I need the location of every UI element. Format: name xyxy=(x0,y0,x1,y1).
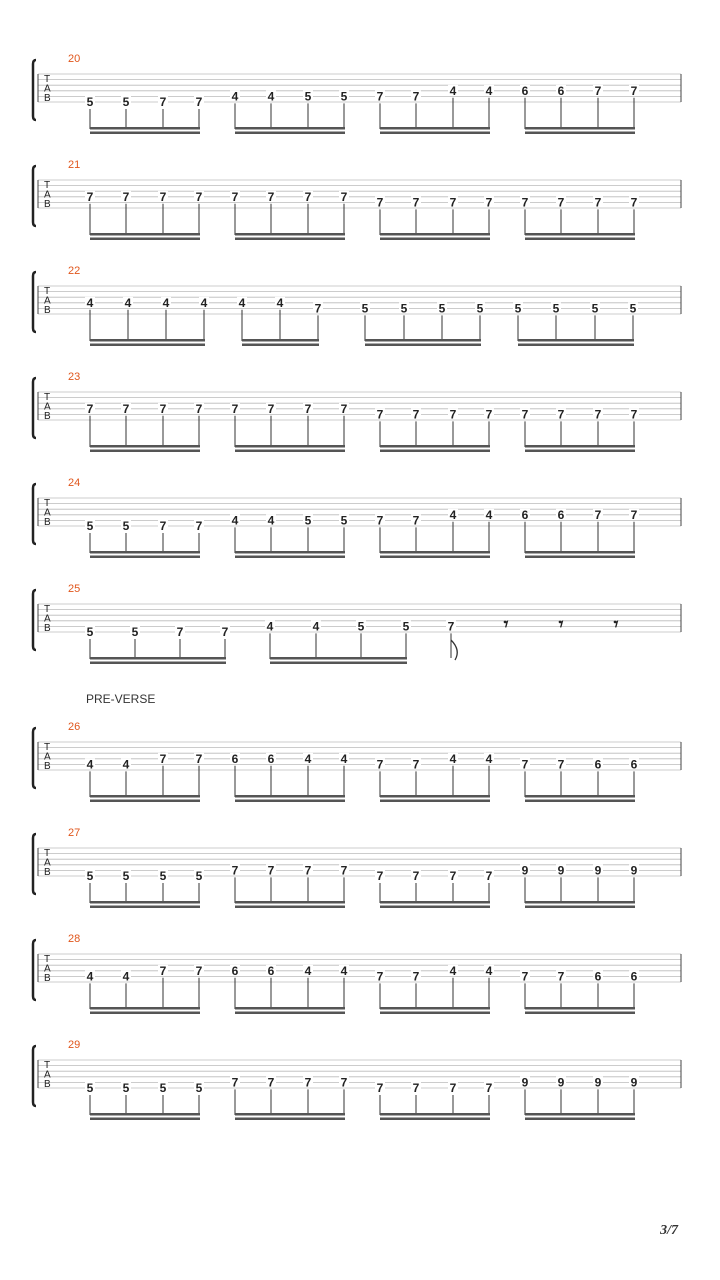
beam-primary xyxy=(235,445,345,448)
fret-number: 4 xyxy=(86,757,94,772)
fret-number: 7 xyxy=(412,869,420,883)
fret-number: 5 xyxy=(86,95,94,109)
fret-number: 4 xyxy=(485,751,493,766)
fret-number: 5 xyxy=(122,869,130,883)
tab-system xyxy=(33,371,681,452)
fret-number: 7 xyxy=(304,189,312,204)
beam-secondary xyxy=(380,1118,490,1121)
measure-number: 25 xyxy=(68,583,81,595)
fret-number: 4 xyxy=(304,963,312,978)
fret-number: 5 xyxy=(122,1081,130,1095)
fret-number: 4 xyxy=(340,751,348,766)
fret-number: 9 xyxy=(630,1075,638,1090)
beam-secondary xyxy=(380,556,490,559)
beam-secondary xyxy=(90,238,200,241)
fret-number: 7 xyxy=(412,513,420,528)
fret-number: 7 xyxy=(159,189,167,204)
fret-number: 7 xyxy=(340,863,348,878)
fret-number: 4 xyxy=(266,619,274,634)
fret-number: 7 xyxy=(376,1081,384,1095)
fret-number: 6 xyxy=(231,963,239,978)
fret-number: 4 xyxy=(485,83,493,98)
fret-number: 7 xyxy=(159,95,167,109)
measure-number: 28 xyxy=(68,933,81,945)
fret-number: 7 xyxy=(376,513,384,528)
tab-clef-letter: T xyxy=(44,604,51,615)
beam-secondary xyxy=(525,906,635,909)
beam-primary xyxy=(525,127,635,130)
fret-number: 7 xyxy=(594,83,602,98)
fret-number: 4 xyxy=(238,295,246,310)
beam-primary xyxy=(525,551,635,554)
beam-primary xyxy=(90,127,200,130)
fret-number: 7 xyxy=(412,1081,420,1095)
fret-number: 4 xyxy=(86,969,94,984)
fret-number: 7 xyxy=(485,1081,493,1095)
fret-number: 6 xyxy=(231,751,239,766)
tab-clef-letter: T xyxy=(44,498,51,509)
tab-clef-letter: B xyxy=(44,411,51,422)
system-bracket xyxy=(33,166,36,226)
beam-secondary xyxy=(235,1118,345,1121)
fret-number: 7 xyxy=(195,519,203,533)
fret-number: 4 xyxy=(267,89,275,104)
fret-number: 5 xyxy=(340,89,348,104)
fret-number: 6 xyxy=(521,507,529,522)
beam-primary xyxy=(380,127,490,130)
beam-primary xyxy=(90,1113,200,1116)
fret-number: 5 xyxy=(159,869,167,883)
tab-clef-letter: A xyxy=(44,857,51,869)
tab-clef-letter: A xyxy=(44,507,51,519)
fret-number: 5 xyxy=(402,619,410,634)
fret-number: 5 xyxy=(86,1081,94,1095)
tab-clef-letter: B xyxy=(44,867,51,878)
beam-secondary xyxy=(235,906,345,909)
fret-number: 7 xyxy=(340,401,348,416)
fret-number: 7 xyxy=(630,507,638,522)
fret-number: 9 xyxy=(557,1075,565,1090)
fret-number: 7 xyxy=(122,401,130,416)
fret-number: 5 xyxy=(552,301,560,316)
measure-number: 27 xyxy=(68,827,81,839)
beam-primary xyxy=(380,901,490,904)
fret-number: 5 xyxy=(86,869,94,883)
fret-number: 5 xyxy=(340,513,348,528)
fret-number: 5 xyxy=(131,625,139,639)
fret-number: 7 xyxy=(521,195,529,210)
tab-system xyxy=(33,159,681,240)
fret-number: 7 xyxy=(340,1075,348,1090)
fret-number: 6 xyxy=(267,963,275,978)
fret-number: 5 xyxy=(195,869,203,883)
fret-number: 5 xyxy=(357,619,365,634)
beam-secondary xyxy=(235,238,345,241)
measure-number: 21 xyxy=(68,159,81,171)
fret-number: 4 xyxy=(449,83,457,98)
beam-secondary xyxy=(90,450,200,453)
beam-primary xyxy=(380,1007,490,1010)
fret-number: 5 xyxy=(629,301,637,316)
fret-number: 5 xyxy=(122,95,130,109)
fret-number: 7 xyxy=(376,407,384,422)
fret-number: 7 xyxy=(231,1075,239,1090)
beam-secondary xyxy=(235,1012,345,1015)
beam-primary xyxy=(380,795,490,798)
fret-number: 7 xyxy=(314,301,322,316)
fret-number: 4 xyxy=(124,295,132,310)
fret-number: 7 xyxy=(267,863,275,878)
beam-secondary xyxy=(90,344,205,347)
fret-number: 7 xyxy=(86,189,94,204)
tab-system xyxy=(33,477,681,558)
beam-secondary xyxy=(270,662,407,665)
beam-primary xyxy=(380,445,490,448)
fret-number: 4 xyxy=(162,295,170,310)
fret-number: 7 xyxy=(195,751,203,766)
beam-primary xyxy=(380,551,490,554)
fret-number: 5 xyxy=(438,301,446,316)
fret-number: 5 xyxy=(86,625,94,639)
tab-clef-letter: T xyxy=(44,74,51,85)
eighth-rest: 𝄾 xyxy=(558,614,564,635)
beam-secondary xyxy=(90,906,200,909)
fret-number: 7 xyxy=(412,757,420,772)
fret-number: 7 xyxy=(412,969,420,984)
fret-number: 7 xyxy=(412,407,420,422)
fret-number: 7 xyxy=(557,407,565,422)
fret-number: 6 xyxy=(630,969,638,984)
fret-number: 5 xyxy=(591,301,599,316)
fret-number: 7 xyxy=(449,869,457,883)
fret-number: 6 xyxy=(557,507,565,522)
fret-number: 4 xyxy=(122,969,130,984)
fret-number: 4 xyxy=(267,513,275,528)
fret-number: 6 xyxy=(267,751,275,766)
measure-number: 22 xyxy=(68,265,81,277)
fret-number: 6 xyxy=(594,757,602,772)
tab-clef-letter: A xyxy=(44,189,51,201)
system-bracket xyxy=(33,60,36,120)
eighth-rest: 𝄾 xyxy=(503,614,509,635)
tab-clef-letter: T xyxy=(44,392,51,403)
tab-clef-letter: A xyxy=(44,295,51,307)
fret-number: 6 xyxy=(557,83,565,98)
tab-system xyxy=(33,53,681,134)
beam-secondary xyxy=(90,800,200,803)
beam-secondary xyxy=(380,800,490,803)
beam-secondary xyxy=(90,662,226,665)
beam-secondary xyxy=(242,344,319,347)
beam-primary xyxy=(235,901,345,904)
system-bracket xyxy=(33,272,36,332)
beam-primary xyxy=(270,657,407,660)
beam-primary xyxy=(235,127,345,130)
beam-primary xyxy=(90,339,205,342)
fret-number: 7 xyxy=(376,757,384,772)
beam-primary xyxy=(90,233,200,236)
page-number: 3/7 xyxy=(660,1223,678,1238)
tab-clef-letter: T xyxy=(44,180,51,191)
beam-secondary xyxy=(525,1118,635,1121)
tab-clef-letter: T xyxy=(44,742,51,753)
system-bracket xyxy=(33,728,36,788)
fret-number: 7 xyxy=(521,407,529,422)
fret-number: 7 xyxy=(231,189,239,204)
system-bracket xyxy=(33,590,36,650)
fret-number: 7 xyxy=(449,195,457,210)
fret-number: 5 xyxy=(122,519,130,533)
tab-system xyxy=(33,721,681,802)
fret-number: 7 xyxy=(376,195,384,210)
fret-number: 7 xyxy=(412,89,420,104)
beam-primary xyxy=(235,1007,345,1010)
eighth-rest: 𝄾 xyxy=(613,614,619,635)
tab-clef-letter: B xyxy=(44,93,51,104)
beam-secondary xyxy=(90,1012,200,1015)
fret-number: 4 xyxy=(449,963,457,978)
beam-primary xyxy=(525,233,635,236)
beam-secondary xyxy=(90,132,200,135)
system-bracket xyxy=(33,1046,36,1106)
beam-secondary xyxy=(525,1012,635,1015)
fret-number: 7 xyxy=(159,751,167,766)
beam-secondary xyxy=(525,556,635,559)
beam-primary xyxy=(235,233,345,236)
fret-number: 7 xyxy=(521,969,529,984)
note-flag xyxy=(451,640,457,660)
tab-system xyxy=(33,265,681,346)
section-label-pre-verse: PRE-VERSE xyxy=(86,692,156,706)
fret-number: 7 xyxy=(630,407,638,422)
tab-clef-letter: T xyxy=(44,1060,51,1071)
fret-number: 7 xyxy=(340,189,348,204)
fret-number: 7 xyxy=(449,1081,457,1095)
fret-number: 5 xyxy=(159,1081,167,1095)
beam-secondary xyxy=(380,906,490,909)
fret-number: 7 xyxy=(159,519,167,533)
beam-primary xyxy=(525,1007,635,1010)
fret-number: 7 xyxy=(447,619,455,634)
fret-number: 7 xyxy=(594,407,602,422)
tab-system xyxy=(33,1039,681,1120)
beam-primary xyxy=(235,795,345,798)
system-bracket xyxy=(33,834,36,894)
fret-number: 7 xyxy=(449,407,457,422)
beam-primary xyxy=(90,901,200,904)
measure-number: 26 xyxy=(68,721,81,733)
fret-number: 7 xyxy=(594,195,602,210)
fret-number: 4 xyxy=(231,513,239,528)
beam-secondary xyxy=(525,238,635,241)
beam-primary xyxy=(90,657,226,660)
fret-number: 7 xyxy=(231,863,239,878)
beam-secondary xyxy=(365,344,481,347)
beam-secondary xyxy=(235,800,345,803)
fret-number: 7 xyxy=(412,195,420,210)
measure-number: 23 xyxy=(68,371,81,383)
fret-number: 7 xyxy=(630,195,638,210)
fret-number: 4 xyxy=(86,295,94,310)
fret-number: 4 xyxy=(231,89,239,104)
tab-clef-letter: B xyxy=(44,973,51,984)
fret-number: 7 xyxy=(376,869,384,883)
fret-number: 7 xyxy=(557,195,565,210)
fret-number: 7 xyxy=(557,969,565,984)
beam-secondary xyxy=(380,132,490,135)
beam-primary xyxy=(380,1113,490,1116)
fret-number: 4 xyxy=(449,507,457,522)
system-bracket xyxy=(33,940,36,1000)
fret-number: 7 xyxy=(86,401,94,416)
fret-number: 7 xyxy=(376,969,384,984)
tab-clef-letter: B xyxy=(44,1079,51,1090)
tab-system xyxy=(33,827,681,908)
tab-clef-letter: A xyxy=(44,83,51,95)
fret-number: 9 xyxy=(521,863,529,878)
tab-clef-letter: T xyxy=(44,954,51,965)
fret-number: 7 xyxy=(521,757,529,772)
fret-number: 6 xyxy=(594,969,602,984)
beam-secondary xyxy=(235,450,345,453)
tab-clef-letter: A xyxy=(44,751,51,763)
fret-number: 7 xyxy=(267,1075,275,1090)
fret-number: 4 xyxy=(485,963,493,978)
fret-number: 5 xyxy=(514,301,522,316)
fret-number: 5 xyxy=(86,519,94,533)
fret-number: 7 xyxy=(304,1075,312,1090)
fret-number: 5 xyxy=(195,1081,203,1095)
beam-primary xyxy=(242,339,319,342)
beam-secondary xyxy=(235,556,345,559)
tab-clef-letter: B xyxy=(44,623,51,634)
tab-clef-letter: A xyxy=(44,963,51,975)
fret-number: 6 xyxy=(630,757,638,772)
beam-primary xyxy=(235,551,345,554)
fret-number: 7 xyxy=(195,963,203,978)
fret-number: 7 xyxy=(485,407,493,422)
fret-number: 7 xyxy=(267,189,275,204)
fret-number: 7 xyxy=(304,401,312,416)
fret-number: 7 xyxy=(176,625,184,639)
fret-number: 7 xyxy=(195,95,203,109)
fret-number: 7 xyxy=(485,195,493,210)
beam-secondary xyxy=(90,1118,200,1121)
beam-secondary xyxy=(525,132,635,135)
fret-number: 9 xyxy=(521,1075,529,1090)
fret-number: 4 xyxy=(485,507,493,522)
beam-primary xyxy=(365,339,481,342)
tab-system xyxy=(33,933,681,1014)
fret-number: 7 xyxy=(159,401,167,416)
fret-number: 7 xyxy=(122,189,130,204)
beam-secondary xyxy=(380,450,490,453)
tab-clef-letter: A xyxy=(44,613,51,625)
beam-primary xyxy=(90,551,200,554)
fret-number: 7 xyxy=(267,401,275,416)
measure-number: 24 xyxy=(68,477,81,489)
measure-number: 20 xyxy=(68,53,81,65)
fret-number: 7 xyxy=(221,625,229,639)
beam-secondary xyxy=(380,238,490,241)
fret-number: 4 xyxy=(122,757,130,772)
beam-secondary xyxy=(235,132,345,135)
fret-number: 9 xyxy=(594,863,602,878)
fret-number: 7 xyxy=(376,89,384,104)
beam-secondary xyxy=(525,800,635,803)
beam-primary xyxy=(525,445,635,448)
tab-clef-letter: B xyxy=(44,199,51,210)
tab-clef-letter: B xyxy=(44,761,51,772)
system-bracket xyxy=(33,378,36,438)
fret-number: 7 xyxy=(195,401,203,416)
beam-secondary xyxy=(90,556,200,559)
beam-primary xyxy=(518,339,634,342)
fret-number: 4 xyxy=(200,295,208,310)
beam-secondary xyxy=(380,1012,490,1015)
fret-number: 7 xyxy=(630,83,638,98)
tab-clef-letter: B xyxy=(44,517,51,528)
tab-clef-letter: B xyxy=(44,305,51,316)
beam-primary xyxy=(235,1113,345,1116)
fret-number: 9 xyxy=(557,863,565,878)
fret-number: 4 xyxy=(340,963,348,978)
fret-number: 6 xyxy=(521,83,529,98)
fret-number: 5 xyxy=(400,301,408,316)
fret-number: 7 xyxy=(485,869,493,883)
fret-number: 5 xyxy=(361,301,369,316)
fret-number: 4 xyxy=(304,751,312,766)
fret-number: 7 xyxy=(195,189,203,204)
fret-number: 4 xyxy=(312,619,320,634)
tab-clef-letter: T xyxy=(44,286,51,297)
fret-number: 5 xyxy=(304,89,312,104)
beam-secondary xyxy=(525,450,635,453)
fret-number: 5 xyxy=(304,513,312,528)
fret-number: 7 xyxy=(557,757,565,772)
tab-clef-letter: A xyxy=(44,401,51,413)
measure-number: 29 xyxy=(68,1039,81,1051)
beam-primary xyxy=(90,1007,200,1010)
tab-clef-letter: T xyxy=(44,848,51,859)
system-bracket xyxy=(33,484,36,544)
beam-primary xyxy=(90,445,200,448)
beam-primary xyxy=(525,795,635,798)
fret-number: 4 xyxy=(276,295,284,310)
tab-clef-letter: A xyxy=(44,1069,51,1081)
beam-primary xyxy=(525,1113,635,1116)
fret-number: 4 xyxy=(449,751,457,766)
tab-system xyxy=(33,583,681,664)
beam-primary xyxy=(525,901,635,904)
beam-primary xyxy=(380,233,490,236)
fret-number: 5 xyxy=(476,301,484,316)
fret-number: 9 xyxy=(630,863,638,878)
fret-number: 9 xyxy=(594,1075,602,1090)
fret-number: 7 xyxy=(159,963,167,978)
beam-secondary xyxy=(518,344,634,347)
fret-number: 7 xyxy=(231,401,239,416)
fret-number: 7 xyxy=(594,507,602,522)
fret-number: 7 xyxy=(304,863,312,878)
beam-primary xyxy=(90,795,200,798)
